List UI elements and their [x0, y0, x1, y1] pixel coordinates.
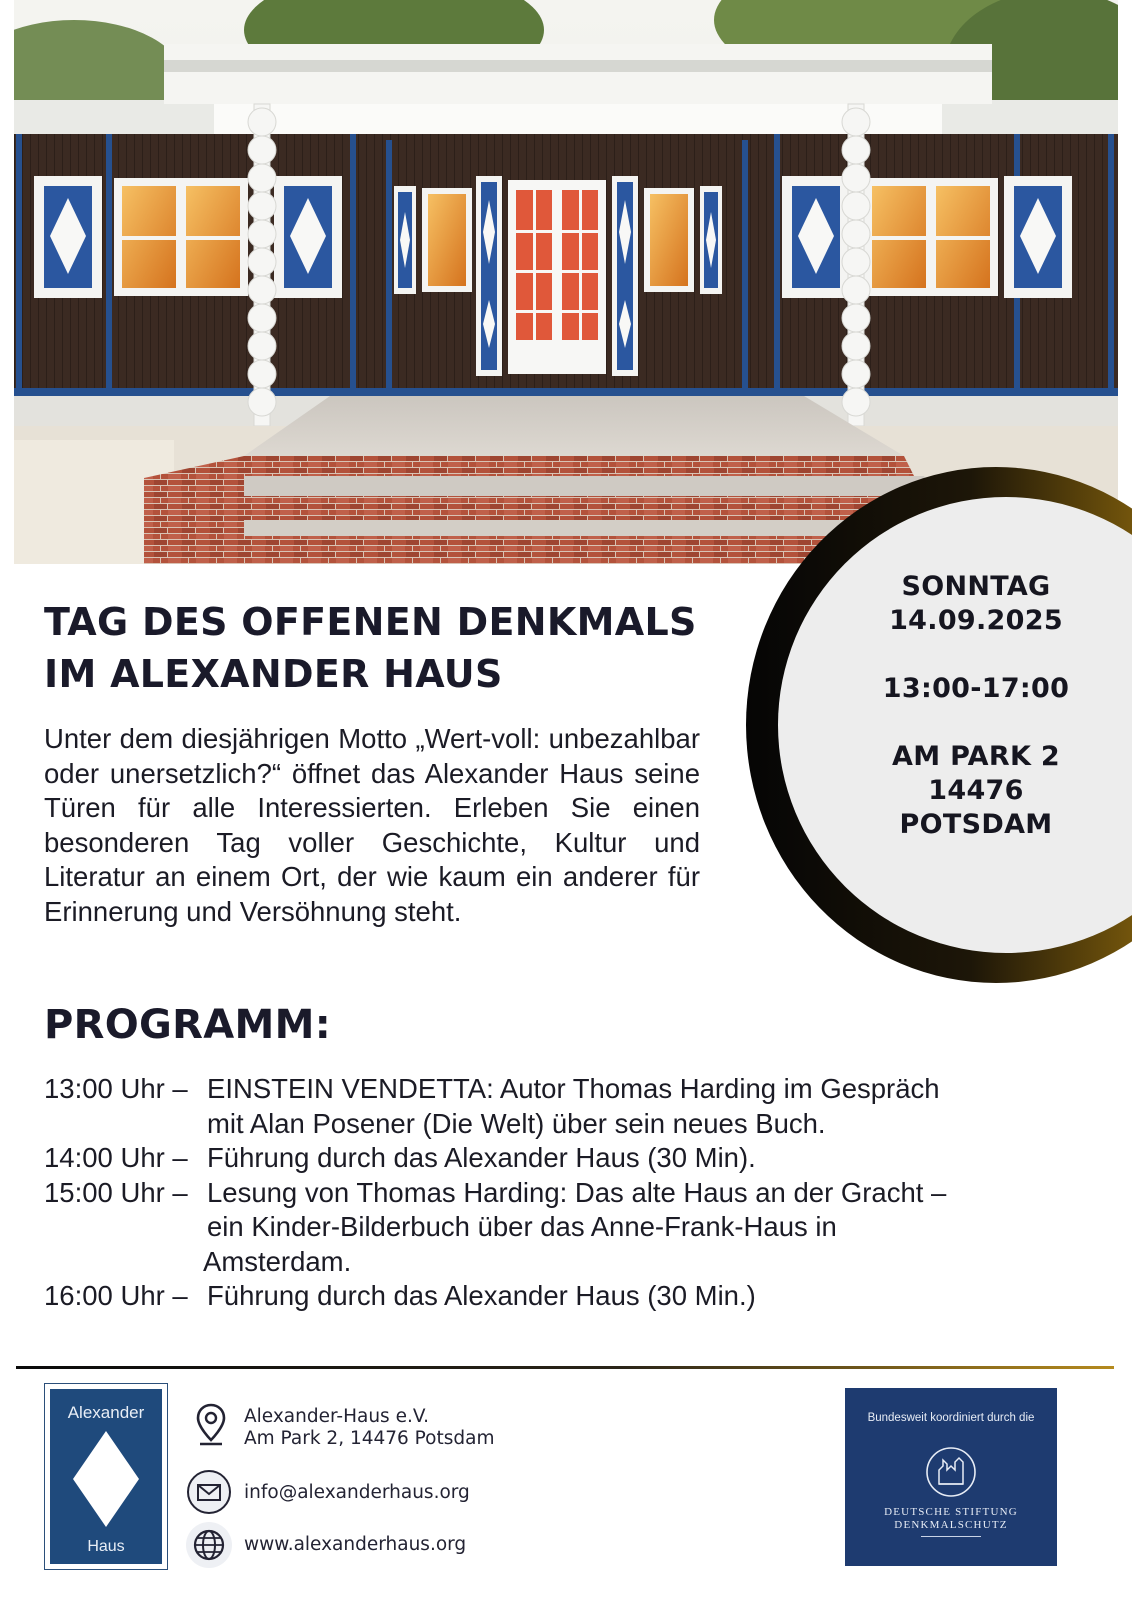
right-column	[842, 104, 870, 426]
event-address-city: POTSDAM	[899, 809, 1053, 840]
partner-name-line-1: DEUTSCHE STIFTUNG	[884, 1506, 1018, 1518]
intro-paragraph: Unter dem diesjährigen Motto „Wert-voll: unbezahlbar oder unersetzlich?“ öffnet das Alexander Haus seine Türen für alle Interessierten. Erleben Sie einen besonderen Tag voller Geschichte, Kultur und Literatur an einem Ort, der wie kaum ein anderer für Erinnerung und Versöhnung steht.	[44, 723, 700, 927]
title-line-2: IM ALEXANDER HAUS	[44, 652, 503, 696]
mail-icon	[186, 1469, 232, 1515]
partner-tagline: Bundesweit koordiniert durch die	[867, 1412, 1035, 1424]
diamond-icon	[71, 1429, 141, 1529]
contact-street: Am Park 2, 14476 Potsdam	[244, 1428, 495, 1449]
footer-divider	[16, 1366, 1114, 1369]
partner-badge	[845, 1388, 1057, 1566]
programm-item	[44, 1141, 1114, 1176]
partner-name	[845, 1506, 1057, 1532]
contact-email[interactable]: info@alexanderhaus.org	[244, 1482, 470, 1503]
title-line-1: TAG DES OFFENEN DENKMALS	[44, 600, 697, 644]
programm-item-line: Führung durch das Alexander Haus (30 Min.)	[207, 1280, 756, 1311]
location-pin-icon	[194, 1402, 228, 1448]
programm-item-time: 14:00 Uhr –	[44, 1142, 188, 1173]
event-time: 13:00-17:00	[882, 673, 1070, 704]
contact-org: Alexander-Haus e.V.	[244, 1406, 429, 1427]
event-address-street: AM PARK 2	[892, 741, 1060, 772]
programm-item	[44, 1176, 1114, 1280]
foundation-emblem-icon	[925, 1446, 977, 1498]
right-window	[782, 176, 1072, 298]
programm-item-line: Amsterdam.	[203, 1245, 352, 1277]
programm-item-time: 16:00 Uhr –	[44, 1280, 188, 1311]
programm-item-line: mit Alan Posener (Die Welt) über sein neues Buch.	[207, 1107, 826, 1139]
partner-underline	[921, 1536, 981, 1537]
programm-item-line: Lesung von Thomas Harding: Das alte Haus an der Gracht –	[207, 1176, 947, 1208]
programm-item	[44, 1279, 1114, 1314]
programm-item-time: 13:00 Uhr –	[44, 1073, 188, 1104]
page-title	[44, 596, 734, 700]
programm-item-line: ein Kinder-Bilderbuch über das Anne-Frank-Haus in	[207, 1211, 837, 1242]
event-day: SONNTAG	[901, 571, 1051, 602]
event-date: 14.09.2025	[889, 605, 1063, 636]
event-address-zip: 14476	[928, 775, 1024, 806]
logo-panel	[50, 1389, 162, 1564]
left-column	[248, 104, 276, 426]
programm-item-time: 15:00 Uhr –	[44, 1176, 188, 1208]
left-window	[34, 176, 342, 298]
programm-list	[44, 1072, 1114, 1314]
programm-heading: PROGRAMM:	[44, 1002, 332, 1048]
alexander-haus-logo	[44, 1383, 168, 1570]
contact-web[interactable]: www.alexanderhaus.org	[244, 1534, 467, 1555]
programm-item-line: Führung durch das Alexander Haus (30 Min).	[207, 1142, 756, 1173]
logo-text-bottom: Haus	[87, 1538, 125, 1555]
programm-item-line: EINSTEIN VENDETTA: Autor Thomas Harding im Gespräch	[207, 1073, 940, 1104]
partner-name-line-2: DENKMALSCHUTZ	[894, 1519, 1008, 1531]
programm-item	[44, 1072, 1114, 1141]
logo-text-top: Alexander	[67, 1403, 145, 1422]
globe-icon	[184, 1520, 234, 1570]
